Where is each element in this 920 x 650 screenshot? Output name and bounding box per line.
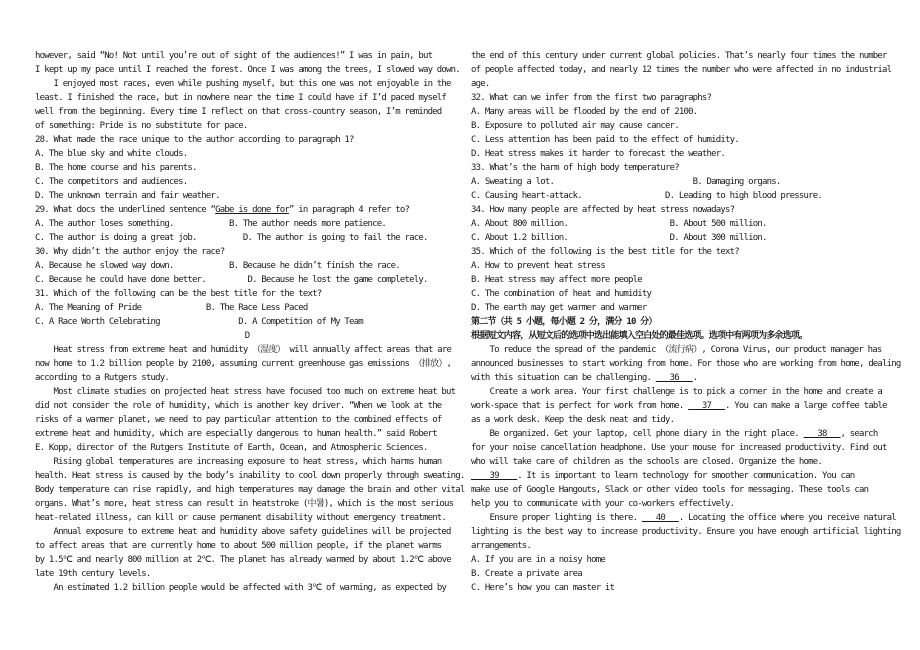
text-line: C. A Race Worth Celebrating D. A Competition of My Team xyxy=(35,317,363,327)
text-line: organs. What’s more, heat stress can result in heatstroke (中暑), which is the most serious xyxy=(35,499,454,509)
text-line xyxy=(471,427,884,441)
text-line xyxy=(471,371,884,385)
text-line: To reduce the spread of the pandemic （流行病）, Corona Virus, our product manager has xyxy=(471,345,882,355)
text-line: who will take care of children as the schools are closed. Organize the home. xyxy=(471,457,823,467)
text-line: A. If you are in a noisy home xyxy=(471,555,605,565)
text-line: E. Kopp, director of the Rutgers Institute of Earth, Ocean, and Atmospheric Sciences. xyxy=(35,443,428,453)
text-line: A. Many areas will be flooded by the end of 2100. xyxy=(471,107,698,117)
text-line: C. The competitors and audiences. xyxy=(35,177,188,187)
text-line: 32. What can we infer from the first two paragraphs? xyxy=(471,93,712,103)
text-line xyxy=(35,203,459,217)
text-line: risks of a warmer planet, we need to pay particular attention to the combined effects of xyxy=(35,415,442,425)
text-line: make use of Google Hangouts, Slack or other video tools for messaging. These tools can xyxy=(471,485,869,495)
text-line: Heat stress from extreme heat and humidity （湿度） will annually affect areas that are xyxy=(35,345,452,355)
text-line: Most climate studies on projected heat stress have focused too much on extreme heat but xyxy=(35,387,456,397)
text-line: C. The combination of heat and humidity xyxy=(471,289,652,299)
section-2-heading: 第二节（共 5 小题，每小题 2 分，满分 10 分） xyxy=(471,317,657,327)
passage-d-heading: D xyxy=(244,331,250,341)
text-line: Create a work area. Your first challenge is to pick a corner in the home and create a xyxy=(471,387,883,397)
text-line xyxy=(471,399,887,413)
text-line: C. The author is doing a great job. D. The author is going to fail the race. xyxy=(35,233,428,243)
text-line: C. Here’s how you can master it xyxy=(471,583,615,593)
text-line: age. xyxy=(471,79,490,89)
text-line: An estimated 1.2 billion people would be affected with 3℃ of warming, as expected by xyxy=(35,583,447,593)
text-segment: . xyxy=(692,373,698,383)
text-line: A. Sweating a lot. B. Damaging organs. xyxy=(471,177,781,187)
text-segment: . It is important to learn technology for smoother communication. You can xyxy=(517,471,855,481)
text-line: 35. Which of the following is the best title for the text? xyxy=(471,247,739,257)
text-line: B. Create a private area xyxy=(471,569,582,579)
text-line: health. Heat stress is caused by the body’s inability to cool down properly through sweating. xyxy=(35,471,465,481)
text-line: A. The blue sky and white clouds. xyxy=(35,149,188,159)
text-line: I enjoyed most races, even while pushing myself, but this one was not enjoyable in the xyxy=(35,79,451,89)
text-line: Rising global temperatures are increasing exposure to heat stress, which harms human xyxy=(35,457,442,467)
text-line: D. The earth may get warmer and warmer xyxy=(471,303,647,313)
blank-38: 38 xyxy=(803,429,841,439)
left-column xyxy=(35,49,465,595)
text-segment: ” in paragraph 4 refer to? xyxy=(289,205,410,215)
text-segment: 29. What docs the underlined sentence “ xyxy=(35,205,216,215)
text-line: announced businesses to start working from home. For those who are working from home, dealing xyxy=(471,359,901,369)
text-line: to affect areas that are currently home to about 500 million people, if the planet warms xyxy=(35,541,442,551)
text-line: according to a Rutgers study. xyxy=(35,373,169,383)
text-segment: with this situation can be challenging. xyxy=(471,373,656,383)
blank-36: 36 xyxy=(655,373,693,383)
text-line: A. The Meaning of Pride B. The Race Less Paced xyxy=(35,303,308,313)
text-segment: Ensure proper lighting is there. xyxy=(471,513,642,523)
text-line: however, said “No! Not until you’re out of sight of the audiences!” I was in pain, but xyxy=(35,51,433,61)
text-line: as a work desk. Keep the desk neat and tidy. xyxy=(471,415,675,425)
text-line: 34. How many people are affected by heat stress nowadays? xyxy=(471,205,735,215)
text-segment: , search xyxy=(840,429,878,439)
blank-39: 39 xyxy=(471,471,518,481)
text-line: 30. Why didn’t the author enjoy the race? xyxy=(35,247,225,257)
text-line: by 1.5℃ and nearly 800 million at 2℃. The planet has already warmed by about 1.2℃ above xyxy=(35,555,451,565)
text-line: C. Less attention has been paid to the effect of humidity. xyxy=(471,135,739,145)
text-line: Body temperature can rise rapidly, and high temperatures may damage the brain and other vital xyxy=(35,485,465,495)
text-line: B. The home course and his parents. xyxy=(35,163,197,173)
text-line: B. Exposure to polluted air may cause cancer. xyxy=(471,121,679,131)
text-line: A. How to prevent heat stress xyxy=(471,261,605,271)
text-line: I kept up my pace until I reached the forest. Once I was among the trees, I slowed way down. xyxy=(35,65,460,75)
section-2-instructions: 根据短文内容，从短文后的选项中选出能填入空白处的最佳选项。选项中有两项为多余选项。 xyxy=(471,331,808,341)
text-line: D. Heat stress makes it harder to forecast the weather. xyxy=(471,149,726,159)
text-line: late 19th century levels. xyxy=(35,569,151,579)
text-line: now home to 1.2 billion people by 2100, assuming current greenhouse gas emissions （排放）, xyxy=(35,359,452,369)
text-line: 31. Which of the following can be the best title for the text? xyxy=(35,289,322,299)
text-line: the end of this century under current global policies. That’s nearly four times the number xyxy=(471,51,887,61)
text-line: 28. What made the race unique to the author according to paragraph 1? xyxy=(35,135,354,145)
text-segment: . You can make a large coffee table xyxy=(725,401,887,411)
text-line: help you to communicate with your co-workers effectively. xyxy=(471,499,735,509)
text-line: A. The author loses something. B. The author needs more patience. xyxy=(35,219,387,229)
text-line: for your noise cancellation headphone. Use your mouse for increased productivity. Find out xyxy=(471,443,887,453)
text-line: 33. What’s the harm of high body temperature? xyxy=(471,163,679,173)
blank-37: 37 xyxy=(688,401,726,411)
text-line xyxy=(471,469,884,483)
text-line: lighting is the best way to increase productivity. Ensure you have enough artificial lighting xyxy=(471,527,901,537)
text-line xyxy=(471,511,896,525)
text-segment: work-space that is perfect for work from home. xyxy=(471,401,689,411)
text-line: B. Heat stress may affect more people xyxy=(471,275,642,285)
text-line: extreme heat and humidity, which are especially dangerous to human health.” said Robert xyxy=(35,429,437,439)
text-line: of people affected today, and nearly 12 times the number who were affected in no industrial xyxy=(471,65,892,75)
text-line: least. I finished the race, but in nowhere near the time I could have if I’d paced myself xyxy=(35,93,447,103)
text-line: D. The unknown terrain and fair weather. xyxy=(35,191,220,201)
text-line: C. Causing heart-attack. D. Leading to high blood pressure. xyxy=(471,191,823,201)
text-line: C. About 1.2 billion. D. About 300 million. xyxy=(471,233,767,243)
underlined-sentence: Gabe is done for xyxy=(215,205,290,215)
blank-40: 40 xyxy=(641,513,679,523)
text-line: well from the beginning. Every time I reflect on that cross-country season, I’m reminded xyxy=(35,107,442,117)
text-line: C. Because he could have done better. D. Because he lost the game completely. xyxy=(35,275,428,285)
text-line: A. Because he slowed way down. B. Because he didn’t finish the race. xyxy=(35,261,400,271)
text-line: of something: Pride is no substitute for pace. xyxy=(35,121,248,131)
text-segment: Be organized. Get your laptop, cell phone diary in the right place. xyxy=(471,429,804,439)
text-line: A. About 800 million. B. About 500 million. xyxy=(471,219,767,229)
text-line: heat-related illness, can kill or cause permanent disability without emergency treatment. xyxy=(35,513,447,523)
text-line: did not consider the role of humidity, which is another key driver. “When we look at the xyxy=(35,401,442,411)
text-segment: . Locating the office where you receive natural xyxy=(678,513,896,523)
text-line: arrangements. xyxy=(471,541,532,551)
right-column xyxy=(471,49,901,595)
text-line: Annual exposure to extreme heat and humidity above safety guidelines will be projected xyxy=(35,527,451,537)
